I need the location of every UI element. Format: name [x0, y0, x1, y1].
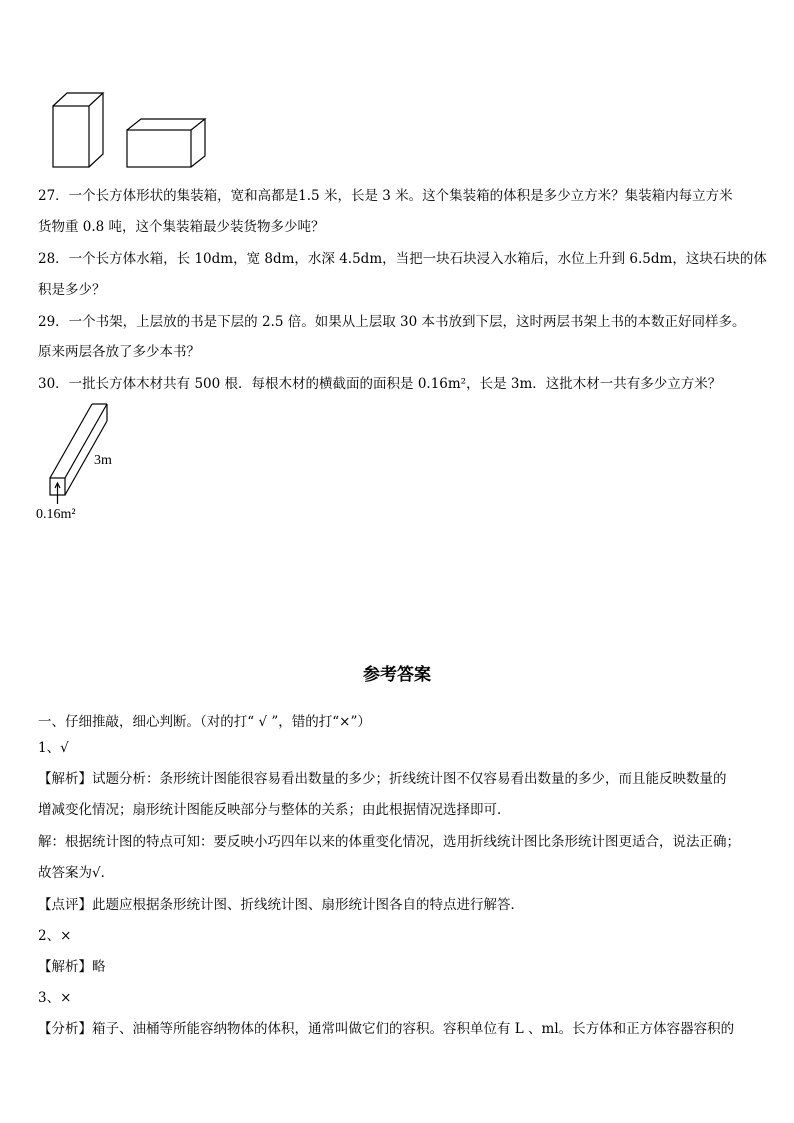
question-28-line1: 28．一个长方体水箱，长 10dm，宽 8dm，水深 4.5dm，当把一块石块浸入水箱后，水位上升到 6.5dm，这块石块的体 — [38, 251, 767, 267]
timber-beam-figure — [30, 398, 140, 528]
answers-title: 参考答案 — [363, 665, 431, 685]
question-27-line1: 27．一个长方体形状的集装箱，宽和高都是1.5 米，长是 3 米。这个集装箱的体积是多少立方米？集装箱内每立方米 — [38, 188, 733, 204]
answer-2-head: 2、× — [38, 928, 72, 944]
question-27-line2: 货物重 0.8 吨，这个集装箱最少装货物多少吨？ — [38, 219, 325, 235]
answer-1-head: 1、√ — [38, 740, 69, 756]
section-heading: 一、仔细推敲，细心判断。（对的打“ √ ”，错的打“×”） — [38, 714, 371, 730]
question-30-line1: 30．一批长方体木材共有 500 根．每根木材的横截面的面积是 0.16m²，长是 3m．这批木材一共有多少立方米？ — [38, 376, 722, 392]
answer-3-analysis: 【分析】箱子、油桶等所能容纳物体的体积，通常叫做它们的容积。容积单位有 L 、ml。长方体和正方体容器容积的 — [38, 1021, 735, 1037]
question-29-line1: 29．一个书架，上层放的书是下层的 2.5 倍。如果从上层取 30 本书放到下层，这时两层书架上书的本数正好同样多。 — [38, 314, 746, 330]
answer-1-comment: 【点评】此题应根据条形统计图、折线统计图、扇形统计图各自的特点进行解答． — [38, 897, 524, 913]
area-label: 0.16m² — [36, 507, 76, 522]
answer-1-solution-line1: 解：根据统计图的特点可知：要反映小巧四年以来的体重变化情况，选用折线统计图比条形统计图更适合，说法正确； — [38, 834, 740, 850]
length-label: 3m — [94, 453, 112, 468]
question-28-line2: 积是多少？ — [38, 282, 106, 298]
answer-1-solution-line2: 故答案为√． — [38, 865, 115, 881]
answer-1-analysis-line1: 【解析】试题分析：条形统计图能很容易看出数量的多少；折线统计图不仅容易看出数量的多少，而且能反映数量的 — [38, 771, 727, 787]
answer-3-head: 3、× — [38, 990, 72, 1006]
answer-2-analysis: 【解析】略 — [38, 959, 106, 975]
question-29-line2: 原来两层各放了多少本书？ — [38, 344, 200, 360]
answer-1-analysis-line2: 增减变化情况；扇形统计图能反映部分与整体的关系；由此根据情况选择即可． — [38, 802, 511, 818]
cuboid-figures — [50, 90, 210, 170]
